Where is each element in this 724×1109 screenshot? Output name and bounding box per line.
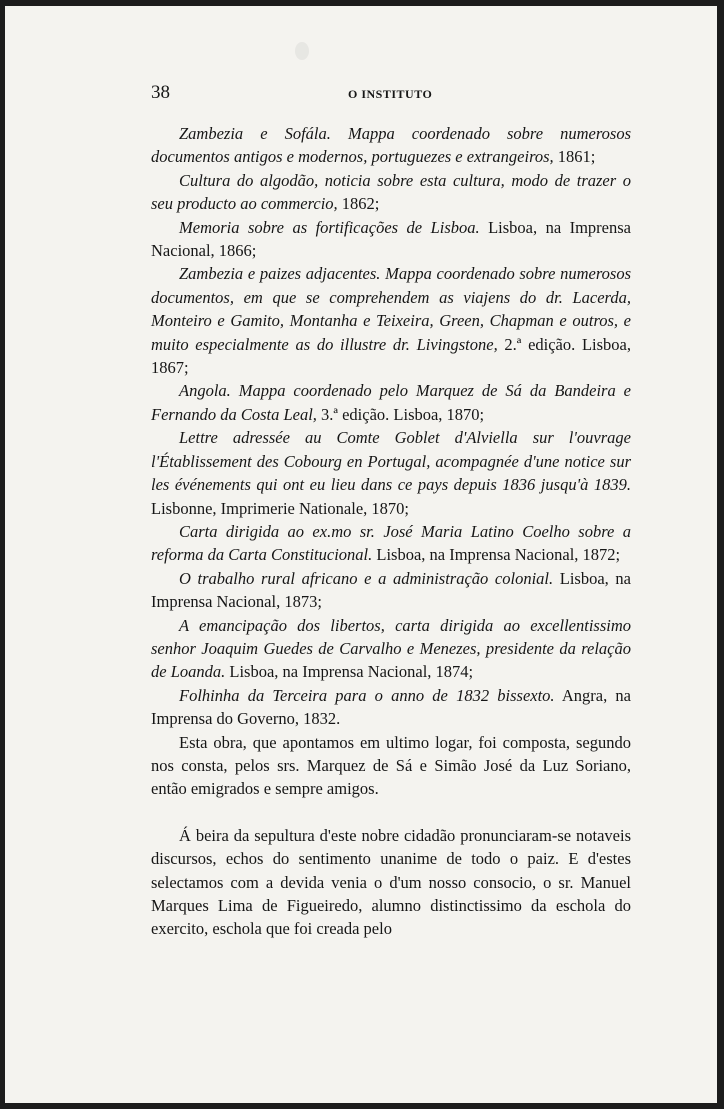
page-header — [151, 82, 631, 106]
entry-title: Carta dirigida ao ex.mo sr. José Maria Latino Coelho sobre a reforma da Carta Constitucional. — [151, 521, 631, 565]
entry-details: 1862; — [337, 194, 380, 214]
entry-details: Lisboa, na Imprensa Nacional, 1874; — [225, 662, 474, 682]
bibliography-entry — [151, 379, 631, 426]
entry-title: O trabalho rural africano e a administração colonial. — [179, 568, 554, 588]
bibliography-entry — [151, 614, 631, 684]
entry-title: A emancipação dos libertos, carta dirigida ao excellentissimo senhor Joaquim Guedes de Carvalho e Menezes, presidente da relação de Loanda. — [151, 615, 631, 682]
scanned-page — [5, 6, 717, 1103]
bibliography-entry — [151, 122, 631, 169]
entry-details: 1861; — [553, 147, 596, 167]
entry-title: Angola. Mappa coordenado pelo Marquez de Sá da Bandeira e Fernando da Costa Leal, — [151, 381, 631, 424]
closing-paragraph: Á beira da sepultura d'este nobre cidadão pronunciaram-se notaveis discursos, echos do sentimento unanime de todo o paiz. E d'estes selectamos com a devida venia o d'um nosso consocio, o sr. Manuel Marques Lima de Figueiredo, alumno distinctissimo da eschola do exercito, eschola que foi creada pelo — [151, 825, 631, 939]
page-number: 38 — [151, 82, 170, 103]
entry-details: 2.ª edição. Lisboa, 1867; — [151, 334, 631, 378]
bibliography-entry — [151, 684, 631, 731]
bibliography-entry — [151, 567, 631, 614]
bibliography-entry — [151, 262, 631, 379]
bibliography-entry — [151, 426, 631, 520]
entry-title: Zambezia e paizes adjacentes. Mappa coordenado sobre numerosos documentos, em que se comprehendem as viajens do dr. Lacerda, Monteiro e Gamito, Montanha e Teixeira, Green, Chapman e outros, e muito especialmente as do illustre dr. Livingstone, — [151, 264, 631, 354]
running-title: O INSTITUTO — [348, 87, 433, 101]
authorship-note: Esta obra, que apontamos em ultimo logar, foi composta, segundo nos consta, pelos srs. Marquez de Sá e Simão José da Luz Soriano, então emigrados e sempre amigos. — [151, 732, 631, 799]
entry-title: Cultura do algodão, noticia sobre esta cultura, modo de trazer o seu producto ao commercio, — [151, 170, 631, 214]
bibliography-entry — [151, 169, 631, 216]
bibliography-entry — [151, 216, 631, 263]
entry-title: Lettre adressée au Comte Goblet d'Alviella sur l'ouvrage l'Établissement des Cobourg en Portugal, acompagnée d'une notice sur les événements qui ont eu lieu dans ce pays depuis 1836 jusqu'à 1839. — [151, 428, 631, 495]
ink-blot — [295, 42, 309, 60]
body-text — [151, 122, 631, 941]
paragraph-gap — [151, 801, 631, 824]
entry-details: Angra, na Imprensa do Governo, 1832. — [151, 685, 631, 729]
entry-title: Memoria sobre as fortificações de Lisboa. — [179, 217, 480, 237]
entry-details: Lisbonne, Imprimerie Nationale, 1870; — [151, 498, 409, 518]
entry-title: Zambezia e Sofála. Mappa coordenado sobre numerosos documentos antigos e modernos, portuguezes e extrangeiros, — [151, 124, 631, 167]
entry-title: Folhinha da Terceira para o anno de 1832 bissexto. — [179, 685, 555, 705]
entry-details: Lisboa, na Imprensa Nacional, 1866; — [151, 217, 631, 261]
entry-details: Lisboa, na Imprensa Nacional, 1873; — [151, 568, 631, 612]
entry-details: 3.ª edição. Lisboa, 1870; — [316, 404, 485, 424]
entry-details: Lisboa, na Imprensa Nacional, 1872; — [372, 545, 621, 565]
bibliography-entry — [151, 520, 631, 567]
